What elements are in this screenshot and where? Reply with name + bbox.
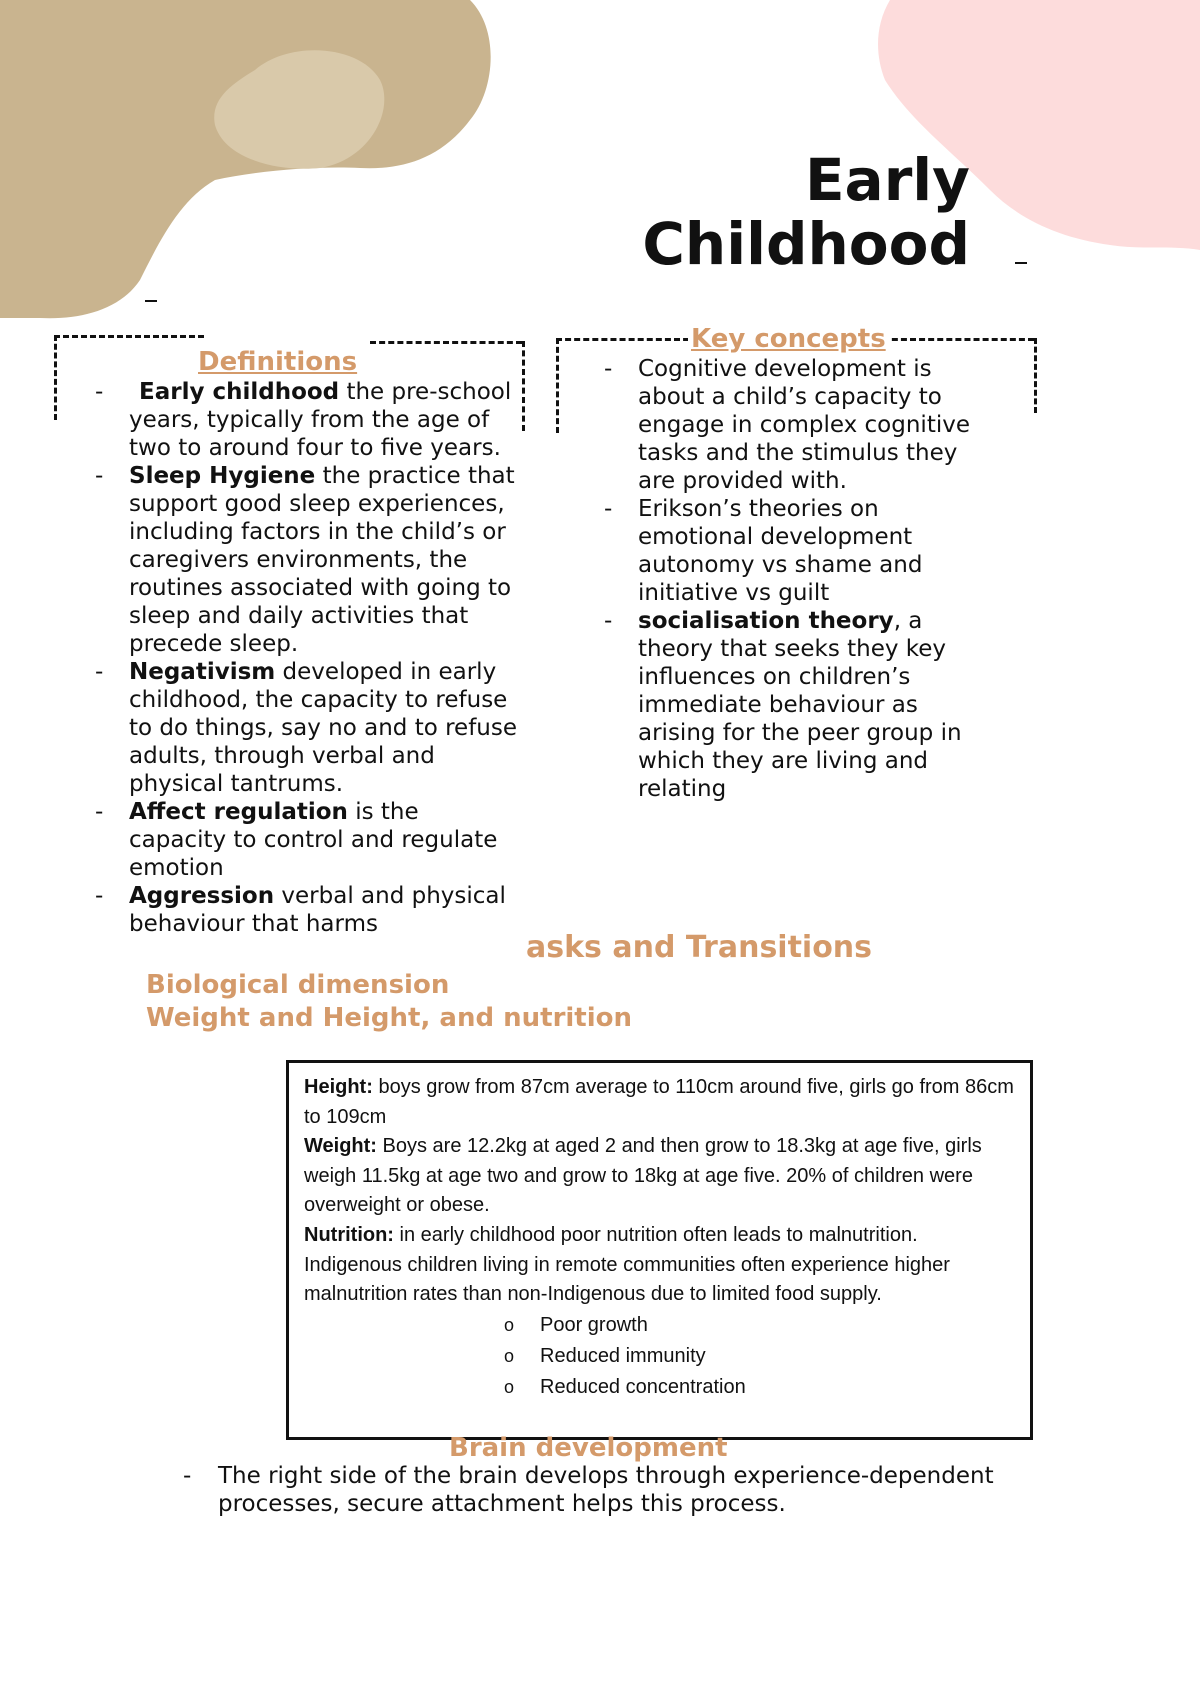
- bio-dimension-heading: Biological dimension: [146, 970, 450, 1000]
- concept-text: , a theory that seeks they key influences on children’s immediate behaviour as arising for the peer group in which they are living and relating: [638, 608, 962, 802]
- height-text: boys grow from 87cm average to 110cm around five, girls go from 86cm to 109cm: [304, 1076, 1014, 1128]
- brain-heading-clip: [449, 1433, 769, 1463]
- weight-height-heading: Weight and Height, and nutrition: [146, 1003, 633, 1033]
- concept-text: Erikson’s theories on emotional development autonomy vs shame and initiative vs guilt: [638, 496, 923, 606]
- definition-item: [92, 882, 522, 938]
- definition-text: the pre-school years, typically from the age of two to around four to five years.: [129, 379, 512, 461]
- key-concepts-heading: Key concepts: [688, 324, 889, 354]
- effect-item: o Reduced immunity: [504, 1341, 1016, 1372]
- definitions-frame-top-left: [54, 335, 204, 338]
- definition-term: Sleep Hygiene: [129, 463, 316, 489]
- definitions-heading: Definitions: [198, 347, 358, 377]
- height-paragraph: [304, 1073, 1016, 1132]
- definitions-frame-top-right: [370, 341, 522, 344]
- stray-dash-2: [145, 300, 157, 302]
- weight-paragraph: [304, 1132, 1016, 1221]
- effect-item: o Poor growth: [504, 1310, 1016, 1341]
- weight-label: Weight:: [304, 1135, 377, 1158]
- definition-text: is the capacity to control and regulate emotion: [129, 799, 498, 881]
- definition-item: [92, 798, 522, 882]
- effect-item: o Reduced concentration: [504, 1372, 1016, 1403]
- bio-heading-clip: [146, 970, 566, 1000]
- concept-term: socialisation theory: [638, 608, 894, 634]
- tasks-transitions-heading: asks and Transitions: [526, 930, 873, 965]
- nutrition-label: Nutrition:: [304, 1223, 394, 1246]
- page-title: [640, 148, 970, 276]
- key-concepts-list: [601, 355, 1001, 803]
- nutrition-paragraph: [304, 1221, 1016, 1310]
- brain-bullet: - The right side of the brain develops through experience-dependent processes, secure attachment helps this process.: [183, 1462, 1063, 1518]
- definition-term: Affect regulation: [129, 799, 348, 825]
- definition-term: Early childhood: [139, 379, 340, 405]
- concept-item: [601, 607, 1001, 803]
- definition-text: the practice that support good sleep experiences, including factors in the child’s or caregivers environments, the routines associated with going to sleep and daily activities that precede sleep.: [129, 463, 515, 657]
- title-line-1: Early: [804, 146, 970, 214]
- growth-info-box: [286, 1060, 1033, 1440]
- concept-text: Cognitive development is about a child’s capacity to engage in complex cognitive tasks and the stimulus they are provided with.: [638, 356, 970, 494]
- weight-text: Boys are 12.2kg at aged 2 and then grow to 18.3kg at age five, girls weigh 11.5kg at age two and grow to 18kg at age five. 20% of children were overweight or obese.: [304, 1135, 982, 1217]
- definition-text: verbal and physical behaviour that harms: [129, 883, 506, 937]
- definition-term: Negativism: [129, 659, 276, 685]
- brain-text-block: [183, 1462, 1063, 1518]
- title-line-2: Childhood: [642, 210, 970, 278]
- concept-item: [601, 495, 1001, 607]
- definitions-frame-left: [54, 335, 57, 420]
- key-concepts-clip: [601, 355, 1041, 802]
- definition-item: [92, 658, 522, 798]
- definition-term: Aggression: [129, 883, 275, 909]
- definition-text: developed in early childhood, the capacity to refuse to do things, say no and to refuse adults, through verbal and physical tantrums.: [129, 659, 518, 797]
- key-concepts-frame-left: [556, 338, 559, 433]
- tan-blob-shape: [0, 0, 491, 318]
- definition-item: [92, 378, 522, 462]
- height-label: Height:: [304, 1076, 373, 1098]
- concept-item: [601, 355, 1001, 495]
- brain-heading: Brain development: [449, 1433, 728, 1463]
- definition-item: [92, 462, 522, 658]
- definitions-list: [92, 378, 522, 938]
- stray-dash-1: [1015, 262, 1027, 264]
- effects-list: [304, 1310, 1016, 1403]
- tan-paint-blob: [0, 0, 500, 330]
- nutrition-text: in early childhood poor nutrition often leads to malnutrition. Indigenous children living in remote communities often experience higher malnutrition rates than non-Indigenous due to limited food supply.: [304, 1223, 950, 1306]
- definitions-clip: [92, 378, 532, 982]
